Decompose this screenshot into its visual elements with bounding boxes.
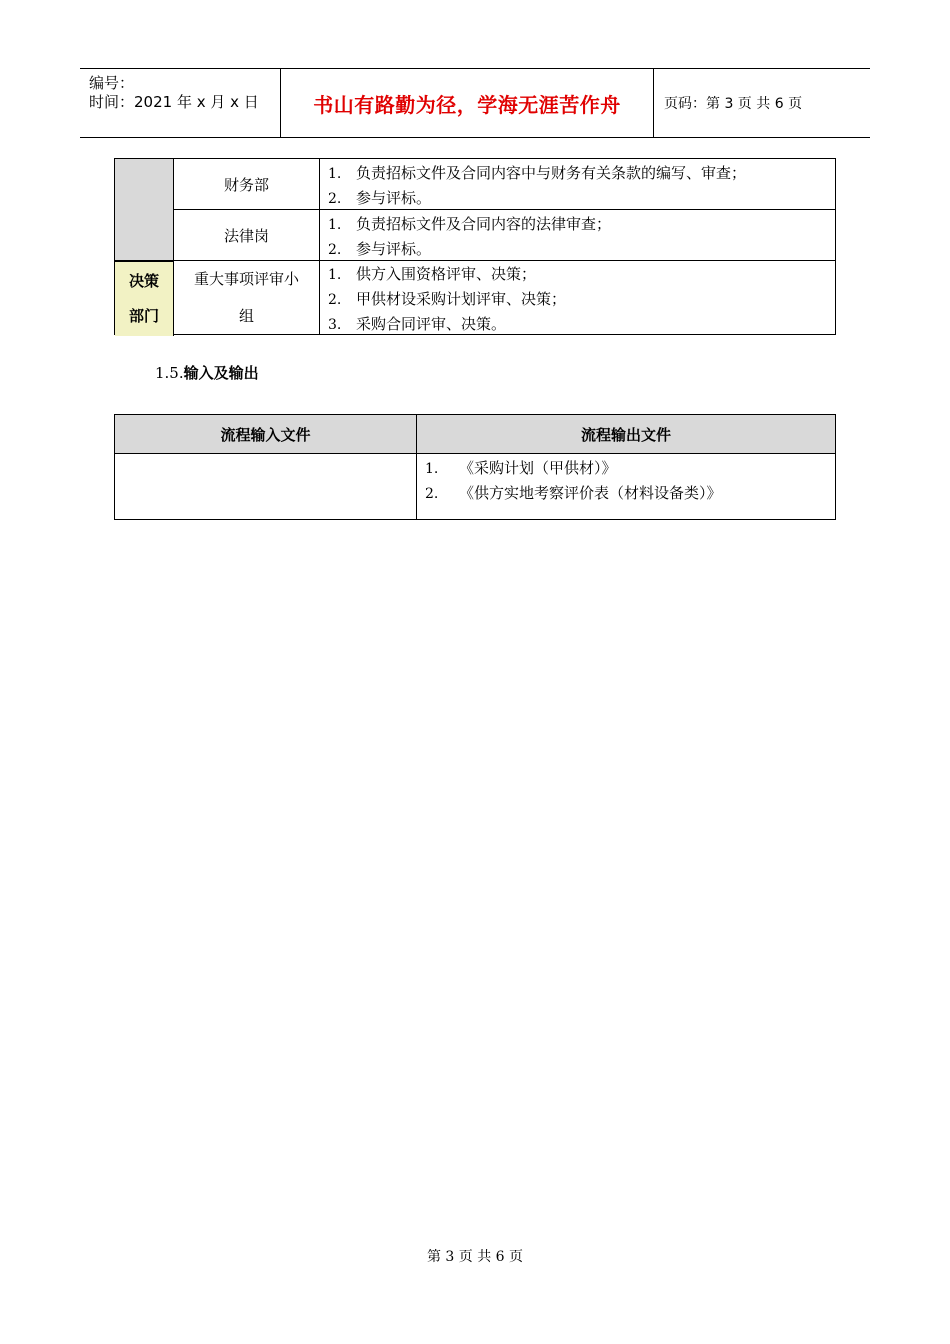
header-meta [80,69,281,137]
section-title: 输入及输出 [183,364,259,382]
page-header [80,68,870,138]
header-motto [281,69,654,137]
duty-cell-finance [320,159,835,209]
duty-cell-legal [320,210,835,261]
duty-item: 1. 负责招标文件及合同内容的法律审查； [328,215,612,233]
category-line-2: 部门 [128,307,159,325]
dept-name: 法律岗 [223,227,269,245]
duty-cell-review-group [320,261,835,335]
motto-text: 书山有路勤为径，学海无涯苦作舟 [313,92,621,117]
responsibility-table [114,158,836,335]
duty-item: 3. 采购合同评审、决策。 [328,315,507,333]
dept-name-line-1: 重大事项评审小 [193,270,299,288]
output-header: 流程输出文件 [580,425,671,444]
output-item: 1. 《采购计划（甲供材）》 [425,459,617,477]
category-line-1: 决策 [128,272,159,290]
time-label: 时间：2021 年 x 月 x 日 [89,93,259,111]
dept-cell-review-group [174,261,320,335]
dept-name: 财务部 [223,175,269,194]
duty-item: 2. 参与评标。 [328,189,432,207]
duty-item: 2. 甲供材设采购计划评审、决策； [328,290,567,308]
duty-item: 1. 负责招标文件及合同内容中与财务有关条款的编写、审查； [328,164,747,182]
input-header: 流程输入文件 [220,425,311,444]
category-cell-blank [115,159,174,261]
section-number: 1.5. [155,364,184,382]
duty-item: 2. 参与评标。 [328,240,432,258]
dept-cell-legal [174,210,320,261]
dept-cell-finance [174,159,320,209]
header-page-label: 页码：第 3 页 共 6 页 [664,96,803,112]
number-label: 编号： [89,74,135,92]
dept-name-line-2: 组 [238,307,254,325]
duty-item: 1. 供方入围资格评审、决策； [328,265,537,283]
page-footer: 第 3 页 共 6 页 [426,1249,524,1265]
output-item: 2. 《供方实地考察评价表（材料设备类）》 [425,484,722,502]
section-heading [155,362,259,383]
category-cell-decision [115,261,174,336]
io-table [114,414,836,520]
